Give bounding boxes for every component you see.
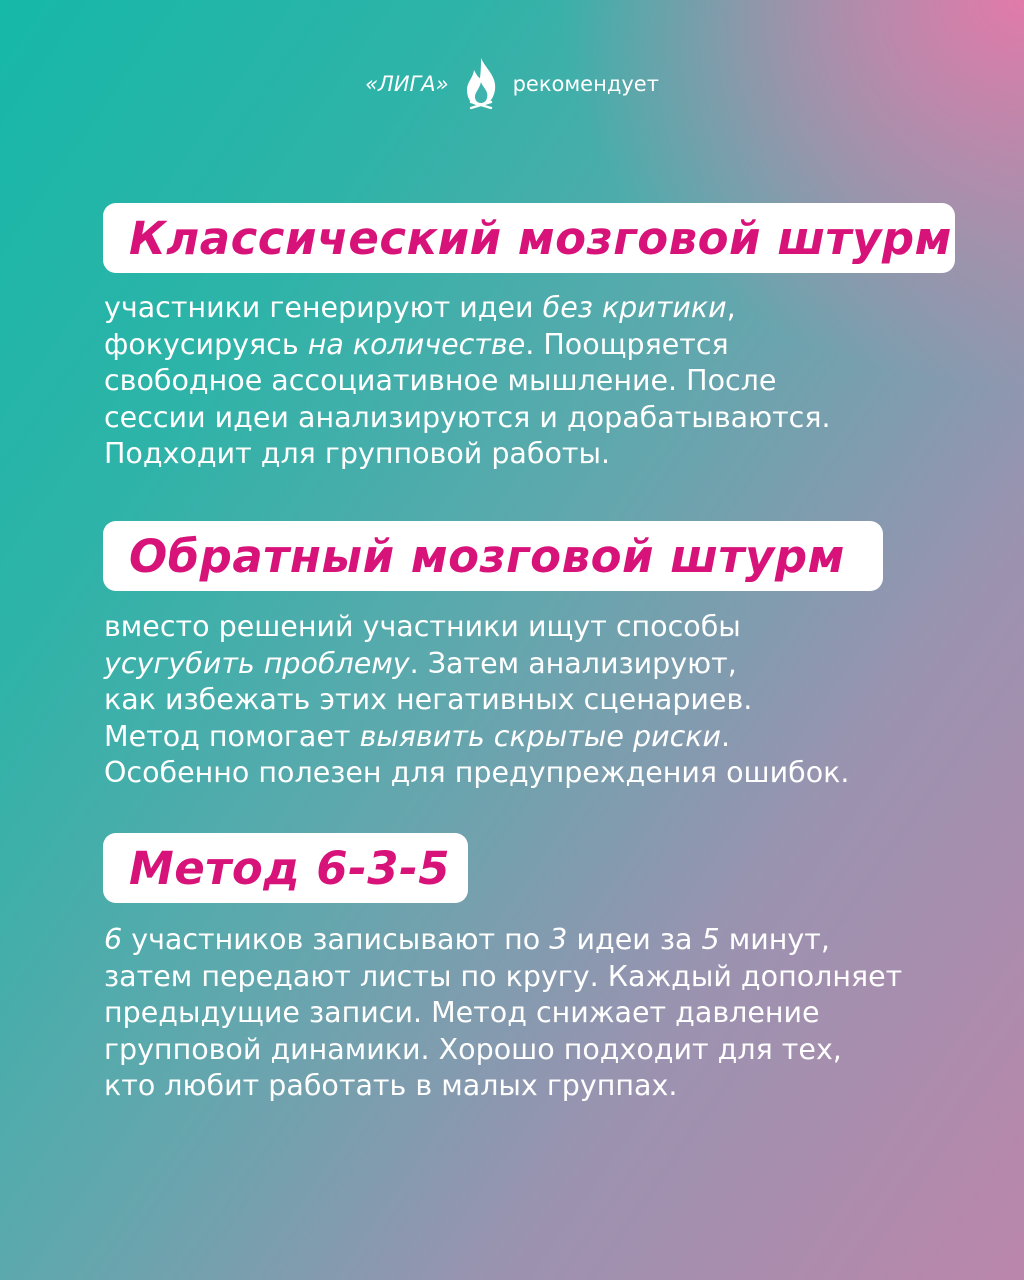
description-line <box>104 959 964 996</box>
emphasis-text: 3 <box>549 923 568 956</box>
text-run: , <box>726 291 736 324</box>
emphasis-text: 6 <box>104 923 123 956</box>
section-title-reverse-brainstorm <box>103 521 883 591</box>
description-line <box>104 922 964 959</box>
text-run: участники генерируют идеи <box>104 291 543 324</box>
section-description-classic-brainstorm <box>104 290 964 473</box>
text-run: . <box>721 719 731 753</box>
section-title-classic-brainstorm <box>103 203 955 273</box>
text-run: идеи за <box>567 923 702 956</box>
description-line <box>104 1032 964 1069</box>
description-line <box>104 755 964 792</box>
text-run: групповой динамики. Хорошо подходит для тех, <box>104 1032 842 1066</box>
section-description-reverse-brainstorm <box>104 609 964 792</box>
description-line <box>104 719 964 756</box>
text-run: предыдущие записи. Метод снижает давление <box>104 996 820 1030</box>
section-title-method-635 <box>103 833 468 903</box>
text-run: участников записывают по <box>122 923 550 956</box>
text-run: затем передают листы по кругу. Каждый дополняет <box>104 959 903 993</box>
header <box>0 54 1024 114</box>
section-description-method-635 <box>104 922 964 1105</box>
text-run: минут, <box>719 923 830 956</box>
text-run: как избежать этих негативных сценариев. <box>104 683 753 717</box>
brand-name: «ЛИГА» <box>365 72 449 96</box>
section-title-text: Метод 6-3-5 <box>129 841 451 895</box>
text-run: кто любит работать в малых группах. <box>104 1069 678 1103</box>
description-line <box>104 646 964 683</box>
description-line <box>104 363 964 400</box>
emphasis-text: на количестве <box>307 327 526 361</box>
emphasis-text: без критики <box>542 291 727 324</box>
text-run: Подходит для групповой работы. <box>104 437 611 471</box>
description-line <box>104 327 964 364</box>
text-run: . Поощряется <box>525 327 729 361</box>
emphasis-text: усугубить проблему <box>104 646 410 680</box>
text-run: сессии идеи анализируются и дорабатываются. <box>104 400 831 434</box>
description-line <box>104 682 964 719</box>
description-line <box>104 1068 964 1105</box>
text-run: Особенно полезен для предупреждения ошибок. <box>104 756 850 790</box>
description-line <box>104 995 964 1032</box>
description-line <box>104 400 964 437</box>
header-tagline: рекомендует <box>512 72 659 96</box>
emphasis-text: выявить скрытые риски <box>359 719 721 753</box>
description-line <box>104 609 964 646</box>
emphasis-text: 5 <box>701 923 720 956</box>
text-run: фокусируясь <box>104 327 308 361</box>
text-run: свободное ассоциативное мышление. После <box>104 364 777 398</box>
text-run: . Затем анализируют, <box>409 646 737 680</box>
section-title-text: Обратный мозговой штурм <box>129 529 845 583</box>
description-line <box>104 290 964 327</box>
section-title-text: Классический мозговой штурм <box>129 211 952 265</box>
text-run: Метод помогает <box>104 719 360 753</box>
flame-icon <box>461 56 501 112</box>
text-run: вместо решений участники ищут способы <box>104 610 741 643</box>
description-line <box>104 436 964 473</box>
